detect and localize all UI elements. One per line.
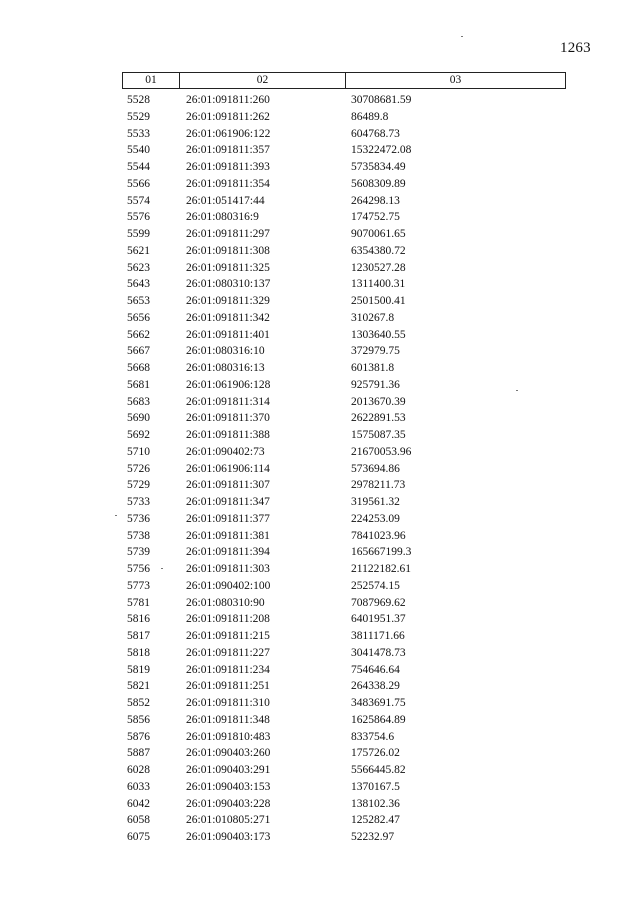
table-row [122, 544, 566, 561]
table-row [122, 260, 566, 277]
cell-02: 26:01:090403:291 [186, 764, 271, 776]
cell-01: 5576 [127, 211, 150, 224]
cell-01: 5653 [127, 295, 150, 307]
cell-02: 26:01:091811:342 [186, 311, 270, 324]
cell-03: 754646.64 [351, 663, 400, 676]
cell-03: 21670053.96 [351, 445, 412, 458]
table-row [122, 142, 566, 159]
cell-03: 7841023.96 [351, 529, 406, 542]
cell-03: 264298.13 [351, 194, 400, 207]
cell-02: 26:01:061906:128 [186, 378, 271, 391]
cell-02: 26:01:091811:234 [186, 663, 270, 676]
cell-02: 26:01:080316:10 [186, 345, 265, 358]
cell-03: 2622891.53 [351, 412, 406, 425]
cell-01: 5710 [127, 445, 150, 458]
table-row [122, 745, 566, 762]
cell-01: 5887 [127, 747, 150, 760]
table-row [122, 394, 566, 411]
cell-02: 26:01:090402:100 [186, 579, 271, 592]
cell-01: 5733 [127, 496, 150, 508]
scan-speck [461, 36, 463, 37]
cell-03: 5566445.82 [351, 764, 406, 776]
cell-01: 6042 [127, 797, 150, 810]
cell-03: 372979.75 [351, 345, 400, 358]
cell-03: 310267.8 [351, 311, 395, 324]
cell-02: 26:01:061906:122 [186, 127, 271, 140]
cell-03: 1311400.31 [351, 278, 406, 291]
table-row [122, 528, 566, 545]
table-row [122, 511, 566, 528]
cell-01: 6075 [127, 831, 150, 843]
cell-02: 26:01:091811:370 [186, 412, 270, 425]
table-row [122, 729, 566, 746]
cell-01: 5729 [127, 479, 150, 492]
cell-02: 26:01:090403:173 [186, 831, 271, 843]
cell-03: 1303640.55 [351, 328, 406, 341]
cell-02: 26:01:091811:394 [186, 546, 270, 559]
table-row [122, 176, 566, 193]
cell-01: 5756 [127, 563, 150, 575]
cell-01: 5599 [127, 228, 150, 240]
table-body [122, 89, 566, 846]
table-row [122, 477, 566, 494]
cell-01: 5852 [127, 697, 150, 709]
table-row [122, 695, 566, 712]
cell-01: 5816 [127, 613, 150, 626]
cell-01: 5819 [127, 663, 150, 676]
table-row [122, 92, 566, 109]
table-row [122, 109, 566, 126]
column-header-02: 02 [180, 73, 346, 88]
cell-01: 5662 [127, 328, 150, 341]
table-row [122, 712, 566, 729]
cell-03: 52232.97 [351, 831, 395, 843]
cell-03: 2978211.73 [351, 479, 406, 492]
cell-01: 6033 [127, 780, 150, 793]
cell-02: 26:01:091811:314 [186, 395, 270, 408]
cell-02: 26:01:091811:388 [186, 429, 270, 441]
table-row [122, 578, 566, 595]
cell-02: 26:01:090403:260 [186, 747, 271, 760]
cell-01: 5738 [127, 529, 150, 542]
cell-03: 252574.15 [351, 579, 400, 592]
cell-02: 26:01:010805:271 [186, 814, 271, 827]
table-row [122, 410, 566, 427]
table-row [122, 360, 566, 377]
table-row [122, 628, 566, 645]
cell-01: 5528 [127, 94, 150, 106]
table-row [122, 343, 566, 360]
cell-01: 5821 [127, 680, 150, 693]
cell-03: 86489.8 [351, 110, 389, 123]
cell-02: 26:01:091811:393 [186, 161, 270, 173]
cell-03: 833754.6 [351, 730, 395, 743]
table-header [122, 72, 566, 89]
cell-02: 26:01:080310:137 [186, 278, 271, 291]
cell-03: 3811171.66 [351, 630, 405, 642]
table-row [122, 276, 566, 293]
cell-02: 26:01:061906:114 [186, 462, 270, 475]
cell-03: 1230527.28 [351, 261, 406, 274]
table-row [122, 293, 566, 310]
column-header-03: 03 [449, 74, 462, 86]
cell-01: 5856 [127, 713, 150, 726]
table-row [122, 662, 566, 679]
cell-02: 26:01:080316:9 [186, 211, 259, 224]
cell-03: 21122182.61 [351, 563, 411, 575]
cell-02: 26:01:091811:215 [186, 630, 270, 642]
cell-02: 26:01:091811:347 [186, 496, 270, 508]
cell-03: 1575087.35 [351, 429, 406, 441]
cell-03: 925791.36 [351, 378, 400, 391]
cell-02: 26:01:091811:348 [186, 713, 270, 726]
table-row [122, 461, 566, 478]
table-row [122, 812, 566, 829]
cell-01: 5668 [127, 362, 150, 374]
cell-01: 5566 [127, 177, 150, 190]
cell-01: 5781 [127, 596, 150, 609]
table-row [122, 243, 566, 260]
cell-02: 26:01:080316:13 [186, 362, 265, 374]
table-row [122, 310, 566, 327]
table-row [122, 444, 566, 461]
cell-03: 1370167.5 [351, 780, 400, 793]
cell-02: 26:01:051417:44 [186, 194, 265, 207]
cell-03: 3041478.73 [351, 646, 406, 659]
cell-03: 30708681.59 [351, 94, 412, 106]
cell-02: 26:01:091810:483 [186, 730, 271, 743]
cell-01: 5643 [127, 278, 150, 291]
cell-02: 26:01:091811:303 [186, 563, 270, 575]
table-row [122, 427, 566, 444]
cell-03: 573694.86 [351, 462, 400, 475]
cell-02: 26:01:091811:329 [186, 295, 270, 307]
cell-01: 5544 [127, 161, 150, 173]
cell-03: 15322472.08 [351, 144, 412, 157]
cell-01: 5683 [127, 395, 150, 408]
page-number: 1263 [560, 40, 591, 56]
cell-02: 26:01:091811:308 [186, 244, 270, 257]
cell-01: 5690 [127, 412, 150, 425]
cell-03: 6401951.37 [351, 613, 406, 626]
cell-03: 138102.36 [351, 797, 400, 810]
cell-01: 5656 [127, 311, 150, 324]
column-header-01: 01 [123, 73, 180, 88]
cell-03: 174752.75 [351, 211, 400, 224]
table-row [122, 762, 566, 779]
cell-03: 5735834.49 [351, 161, 406, 173]
table-row [122, 611, 566, 628]
cell-03: 1625864.89 [351, 713, 406, 726]
cell-01: 5736 [127, 512, 150, 525]
cell-03: 3483691.75 [351, 697, 406, 709]
table-row [122, 209, 566, 226]
cell-03: 5608309.89 [351, 177, 406, 190]
cell-03: 175726.02 [351, 747, 400, 760]
table-row [122, 595, 566, 612]
cell-03: 604768.73 [351, 127, 400, 140]
cell-02: 26:01:080310:90 [186, 596, 265, 609]
cell-01: 5574 [127, 194, 150, 207]
table-row [122, 327, 566, 344]
table-row [122, 678, 566, 695]
cell-02: 26:01:091811:357 [186, 144, 270, 157]
cell-02: 26:01:091811:401 [186, 328, 270, 341]
cell-02: 26:01:091811:251 [186, 680, 270, 693]
cell-01: 5667 [127, 345, 150, 358]
cell-01: 5726 [127, 462, 150, 475]
table-row [122, 779, 566, 796]
cell-02: 26:01:091811:208 [186, 613, 270, 626]
cell-03: 2501500.41 [351, 295, 406, 307]
cell-02: 26:01:091811:377 [186, 512, 270, 525]
cell-02: 26:01:091811:307 [186, 479, 270, 492]
cell-01: 6028 [127, 764, 150, 776]
cell-01: 5692 [127, 429, 150, 441]
table-row [122, 377, 566, 394]
cell-03: 9070061.65 [351, 228, 406, 240]
table-row [122, 159, 566, 176]
cell-02: 26:01:090403:228 [186, 797, 271, 810]
cell-03: 2013670.39 [351, 395, 406, 408]
table-row [122, 126, 566, 143]
cell-02: 26:01:091811:381 [186, 529, 270, 542]
cell-01: 5623 [127, 261, 150, 274]
cell-03: 224253.09 [351, 512, 400, 525]
cell-03: 165667199.3 [351, 546, 412, 559]
cell-03: 264338.29 [351, 680, 400, 693]
cell-01: 5876 [127, 730, 150, 743]
cell-02: 26:01:091811:325 [186, 261, 270, 274]
cell-01: 5533 [127, 127, 150, 140]
cell-01: 5818 [127, 646, 150, 659]
cell-02: 26:01:091811:310 [186, 697, 270, 709]
cell-01: 5817 [127, 630, 150, 642]
table-row [122, 193, 566, 210]
cell-03: 319561.32 [351, 496, 400, 508]
cell-03: 601381.8 [351, 362, 395, 374]
table-row [122, 645, 566, 662]
cell-01: 5621 [127, 244, 150, 257]
table-row [122, 561, 566, 578]
table-row [122, 494, 566, 511]
cell-03: 7087969.62 [351, 596, 406, 609]
cell-03: 6354380.72 [351, 244, 406, 257]
cell-01: 5681 [127, 378, 150, 391]
table-row [122, 226, 566, 243]
scan-speck [115, 515, 117, 516]
cell-02: 26:01:091811:262 [186, 110, 270, 123]
data-table [122, 72, 566, 846]
cell-02: 26:01:091811:354 [186, 177, 270, 190]
cell-01: 6058 [127, 814, 150, 827]
cell-02: 26:01:091811:297 [186, 228, 270, 240]
table-row [122, 829, 566, 846]
cell-01: 5739 [127, 546, 150, 559]
cell-01: 5540 [127, 144, 150, 157]
cell-01: 5529 [127, 110, 150, 123]
cell-02: 26:01:090403:153 [186, 780, 271, 793]
cell-03: 125282.47 [351, 814, 400, 827]
cell-01: 5773 [127, 579, 150, 592]
cell-02: 26:01:091811:227 [186, 646, 270, 659]
table-row [122, 796, 566, 813]
cell-02: 26:01:090402:73 [186, 445, 265, 458]
cell-02: 26:01:091811:260 [186, 94, 270, 106]
